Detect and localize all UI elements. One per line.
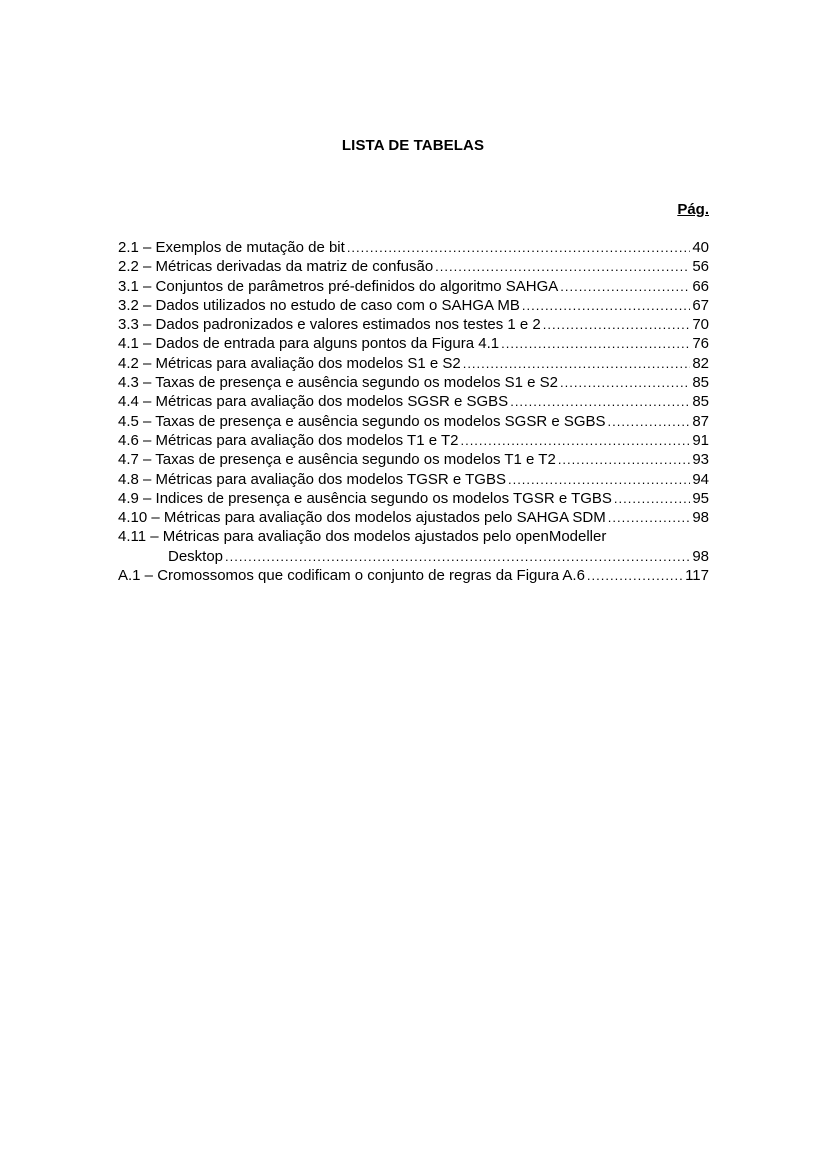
dot-leader [560,373,690,392]
list-item [118,566,709,585]
page-column-header: Pág. [677,201,709,218]
list-item [118,470,709,489]
dot-leader [225,547,690,566]
entry-title-continuation: Desktop [168,547,224,565]
entry-page-number: 85 [692,374,709,392]
page-title: LISTA DE TABELAS [341,137,485,154]
list-item [118,315,709,334]
list-item [118,431,709,450]
dot-leader [435,257,690,276]
entry-title: 4.9 – Indices de presença e ausência segundo os modelos TGSR e TGBS [118,489,612,507]
entry-title: 4.5 – Taxas de presença e ausência segundo os modelos SGSR e SGBS [118,412,606,430]
entry-title: 3.2 – Dados utilizados no estudo de caso com o SAHGA MB [118,296,520,314]
entry-page-number: 94 [692,470,709,488]
dot-leader [510,392,690,411]
list-item-multiline-title: 4.11 – Métricas para avaliação dos modelos ajustados pelo openModeller [118,528,607,546]
entry-page-number: 117 [685,567,709,585]
list-item [118,547,709,566]
entry-title: 4.8 – Métricas para avaliação dos modelos TGSR e TGBS [118,470,506,488]
dot-leader [608,508,691,527]
entry-page-number: 76 [692,335,709,353]
dot-leader [508,470,690,489]
entry-title: 2.2 – Métricas derivadas da matriz de confusão [118,258,434,276]
list-item [118,450,709,469]
dot-leader [463,354,691,373]
dot-leader [608,412,691,431]
list-item [118,296,709,315]
list-item [118,257,709,276]
list-item [118,489,709,508]
list-item [118,354,709,373]
entry-page-number: 82 [692,354,709,372]
dot-leader [522,296,690,315]
list-item [118,392,709,411]
dot-leader [560,277,690,296]
entry-title: A.1 – Cromossomos que codificam o conjunto de regras da Figura A.6 [118,567,585,585]
dot-leader [347,238,691,257]
entry-title: 3.3 – Dados padronizados e valores estimados nos testes 1 e 2 [118,316,541,334]
entry-page-number: 67 [692,296,709,314]
entry-page-number: 95 [692,489,709,507]
entry-page-number: 70 [692,316,709,334]
dot-leader [543,315,691,334]
entry-title: 4.3 – Taxas de presença e ausência segundo os modelos S1 e S2 [118,374,559,392]
list-item [118,508,709,527]
list-item [118,334,709,353]
entry-page-number: 91 [692,431,709,449]
entry-title: 4.7 – Taxas de presença e ausência segundo os modelos T1 e T2 [118,451,556,469]
list-item [118,238,709,257]
entry-title: 2.1 – Exemplos de mutação de bit [118,239,345,256]
entry-title: 4.1 – Dados de entrada para alguns pontos da Figura 4.1 [118,335,500,353]
dot-leader [501,334,690,353]
entry-title: 4.4 – Métricas para avaliação dos modelos SGSR e SGBS [118,393,509,411]
entry-page-number: 85 [692,393,709,411]
entry-page-number: 66 [692,277,709,295]
entry-page-number: 40 [692,239,709,256]
table-list [118,238,709,585]
entry-title: 4.10 – Métricas para avaliação dos modelos ajustados pelo SAHGA SDM [118,509,606,527]
list-item [118,373,709,392]
entry-page-number: 98 [692,547,709,565]
list-item [118,277,709,296]
dot-leader [614,489,690,508]
dot-leader [460,431,690,450]
dot-leader [558,450,691,469]
list-item [118,412,709,431]
entry-page-number: 93 [692,451,709,469]
entry-page-number: 87 [692,412,709,430]
dot-leader [587,566,683,585]
entry-page-number: 56 [692,258,709,276]
entry-title: 3.1 – Conjuntos de parâmetros pré-definidos do algoritmo SAHGA [118,277,559,295]
entry-title: 4.6 – Métricas para avaliação dos modelos T1 e T2 [118,431,459,449]
entry-title: 4.2 – Métricas para avaliação dos modelos S1 e S2 [118,354,461,372]
entry-page-number: 98 [692,509,709,527]
